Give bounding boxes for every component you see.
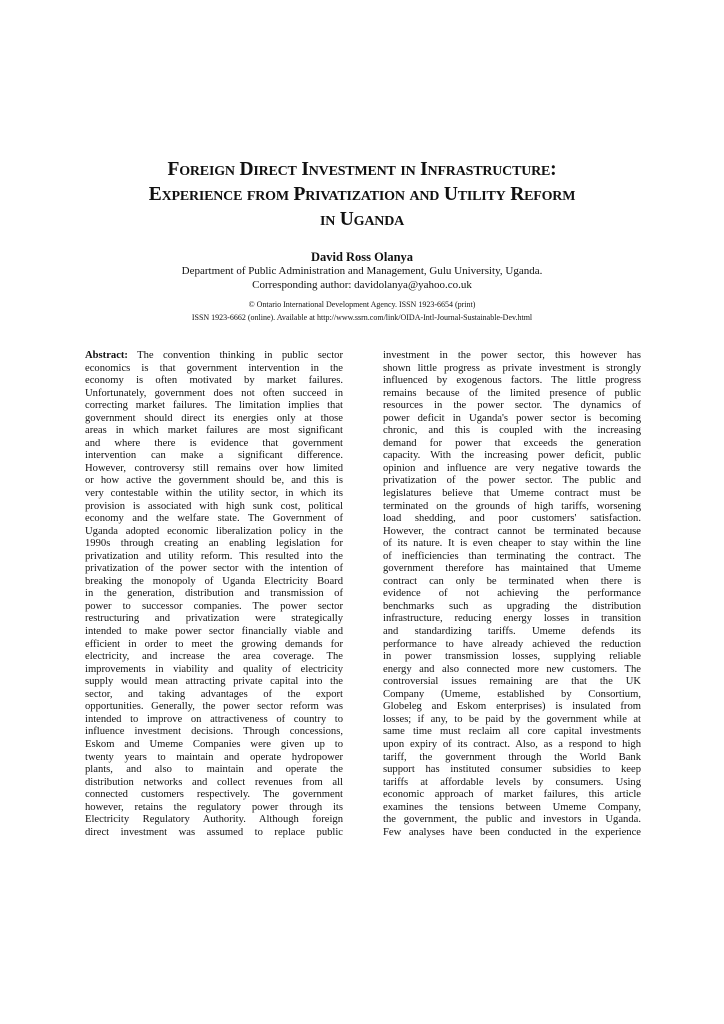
- abstract-text-line: Few analyses have been conducted in the experience: [383, 826, 641, 838]
- abstract-text-line: Company (Umeme, established by Consortium,: [383, 688, 641, 700]
- abstract-text-line: and where there is evidence that government: [85, 437, 343, 449]
- abstract-text-line: twenty years to maintain and operate hydropower: [85, 751, 343, 763]
- abstract-text-line: Unfortunately, government does not often succeed in: [85, 387, 343, 399]
- abstract-text-line: [85, 350, 343, 363]
- abstract-text-line: opportunities. Generally, the power sector reform was: [85, 701, 343, 713]
- abstract-text-line: very contestable within the utility sector, in which its: [85, 488, 343, 500]
- abstract-text-line: plants, and also to maintain and operate the: [85, 764, 343, 776]
- abstract-text-line: intended to improve on attractiveness of country to: [85, 713, 343, 725]
- abstract-text-line: resources in the power sector. The dynamics of: [383, 400, 641, 412]
- abstract-text-line: sector, and taking advantages of the export: [85, 688, 343, 700]
- abstract-text-line: However, controversy still remains over how limited: [85, 462, 343, 474]
- abstract-text-line: areas in which market failures are most significant: [85, 425, 343, 437]
- affiliation: Department of Public Administration and Management, Gulu University, Uganda.: [181, 265, 543, 277]
- title-line-2: Experience from Privatization and Utility Reform: [148, 184, 576, 205]
- abstract-text-line: examines the tensions between Umeme Company,: [383, 801, 641, 813]
- abstract-text-line: government therefore has maintained that Umeme: [383, 563, 641, 575]
- abstract-text-line: of its nature. It is even cheaper to stay within the line: [383, 538, 641, 550]
- abstract-text-line: performance to have already achieved the reduction: [383, 638, 641, 650]
- abstract-text-line: Eskom and Umeme Companies were given up to: [85, 738, 343, 750]
- abstract-text-line: restructuring and privatization were strategically: [85, 613, 343, 625]
- abstract-text-line: infrastructure, reducing energy losses in transition: [383, 613, 641, 625]
- abstract-text-line: supply would mean attracting private capital into the: [85, 676, 343, 688]
- abstract-text-line: power to successor companies. The power sector: [85, 600, 343, 612]
- abstract-text-line: influenced by exogenous factors. The little progress: [383, 375, 641, 387]
- abstract-text-line: benchmarks such as upgrading the distribution: [383, 600, 641, 612]
- title-line-1: Foreign Direct Investment in Infrastructure:: [167, 159, 557, 180]
- abstract-text-line: electricity, and increase the area coverage. The: [85, 651, 343, 663]
- abstract-text-line: contract can only be terminated when there is: [383, 575, 641, 587]
- abstract-label: Abstract:: [85, 350, 128, 361]
- abstract-text-line: government should direct its energies only at those: [85, 412, 343, 424]
- abstract-text-line: terminated on the grounds of high tariffs, worsening: [383, 500, 641, 512]
- abstract-text-line: upon expiry of its contract. Also, as a respond to high: [383, 738, 641, 750]
- abstract-text-line: breaking the monopoly of Uganda Electricity Board: [85, 575, 343, 587]
- abstract-text-line: in the generation, distribution and transmission of: [85, 588, 343, 600]
- author-affiliation-block: [0, 264, 724, 292]
- abstract-text-line: support has instituted consumer subsidies to keep: [383, 764, 641, 776]
- abstract-text-line: Electricity Regulatory Authority. Although foreign: [85, 814, 343, 826]
- abstract-text-line: intervention can make a significant difference.: [85, 450, 343, 462]
- abstract-text-line: evidence of not achieving the performance: [383, 588, 641, 600]
- abstract-text-line: direct investment was assumed to replace public: [85, 826, 343, 838]
- abstract-text-line: economy is often motivated by market failures.: [85, 375, 343, 387]
- abstract-text-line: or how active the government should be, and this is: [85, 475, 343, 487]
- paper-title: [0, 157, 724, 232]
- abstract-text-line: capacity. With the increasing power deficit, public: [383, 450, 641, 462]
- abstract-text-line: economy and the welfare state. The Government of: [85, 513, 343, 525]
- abstract-text-line: controversial issues remaining are that the UK: [383, 676, 641, 688]
- abstract-text-line: tariff, the government through the World Bank: [383, 751, 641, 763]
- abstract-text: The convention thinking in public sector: [127, 350, 343, 361]
- abstract-text-line: distribution networks and collect revenues from all: [85, 776, 343, 788]
- author-name: David Ross Olanya: [310, 250, 414, 264]
- abstract-text-line: 1990s through creating an enabling legislation for: [85, 538, 343, 550]
- abstract-text-line: privatization and utility reform. This resulted into the: [85, 550, 343, 562]
- abstract-text-line: efficient in order to meet the growing demands for: [85, 638, 343, 650]
- abstract-text-line: and standardizing tariffs. Umeme defends its: [383, 626, 641, 638]
- abstract-text-line: demand for power that exceeds the generation: [383, 437, 641, 449]
- abstract-text-line: load shedding, and poor customers' satisfaction.: [383, 513, 641, 525]
- abstract-text-line: economic approach of market failures, this article: [383, 789, 641, 801]
- abstract-text-line: influence investment decisions. Through concessions,: [85, 726, 343, 738]
- abstract-text-line: Globeleg and Eskom enterprises) is insulated from: [383, 701, 641, 713]
- abstract-text-line: Uganda adopted economic liberalization policy in the: [85, 525, 343, 537]
- abstract-left-column: [85, 350, 343, 839]
- abstract-text-line: remains because of the limited presence of public: [383, 387, 641, 399]
- abstract-text-line: tariffs at affordable levels by consumers. Using: [383, 776, 641, 788]
- abstract-text-line: energy and also connected more new customers. The: [383, 663, 641, 675]
- abstract-text-line: However, the contract cannot be terminated because: [383, 525, 641, 537]
- abstract-text-line: however, retains the regulatory power through its: [85, 801, 343, 813]
- copyright-block: [0, 299, 724, 324]
- abstract-text-line: improvements in viability and quality of electricity: [85, 663, 343, 675]
- abstract-text-line: legislatures believe that Umeme contract must be: [383, 488, 641, 500]
- abstract-text-line: same time must reclaim all core capital investments: [383, 726, 641, 738]
- abstract-text-line: provision is associated with high sunk cost, political: [85, 500, 343, 512]
- title-line-3: in Uganda: [319, 209, 405, 230]
- abstract-text-line: correcting market failures. The limitation implies that: [85, 400, 343, 412]
- abstract-text-line: connected customers respectively. The government: [85, 789, 343, 801]
- abstract-text-line: economics is that government intervention in the: [85, 362, 343, 374]
- abstract-text-line: chronic, and this is coupled with the increasing: [383, 425, 641, 437]
- abstract-text-line: the government, the public and investors in Uganda.: [383, 814, 641, 826]
- abstract-text-line: investment in the power sector, this however has: [383, 350, 641, 361]
- abstract-text-line: losses; if any, to be paid by the government while at: [383, 713, 641, 725]
- abstract-text-line: power deficit in Uganda's power sector is becoming: [383, 412, 641, 424]
- abstract-right-column: [383, 350, 641, 839]
- abstract-text-line: opinion and influence are very negative towards the: [383, 462, 641, 474]
- issn-availability-line: ISSN 1923-6662 (online). Available at http://www.ssrn.com/link/OIDA-Intl-Journal-Sustainable-Dev.html: [191, 312, 533, 322]
- copyright-line: © Ontario International Development Agency. ISSN 1923-6654 (print): [248, 300, 476, 309]
- abstract-text-line: of inefficiencies than terminating the contract. The: [383, 550, 641, 562]
- abstract-text-line: in power transmission losses, supplying reliable: [383, 651, 641, 663]
- abstract-text-line: intended to make power sector financially viable and: [85, 626, 343, 638]
- abstract-text-line: privatization of the power sector. The public and: [383, 475, 641, 487]
- abstract-text-line: shown little progress as private investment is strongly: [383, 362, 641, 374]
- abstract-text-line: privatization of the power sector with the intention of: [85, 563, 343, 575]
- corresponding-author: Corresponding author: davidolanya@yahoo.co.uk: [252, 279, 472, 291]
